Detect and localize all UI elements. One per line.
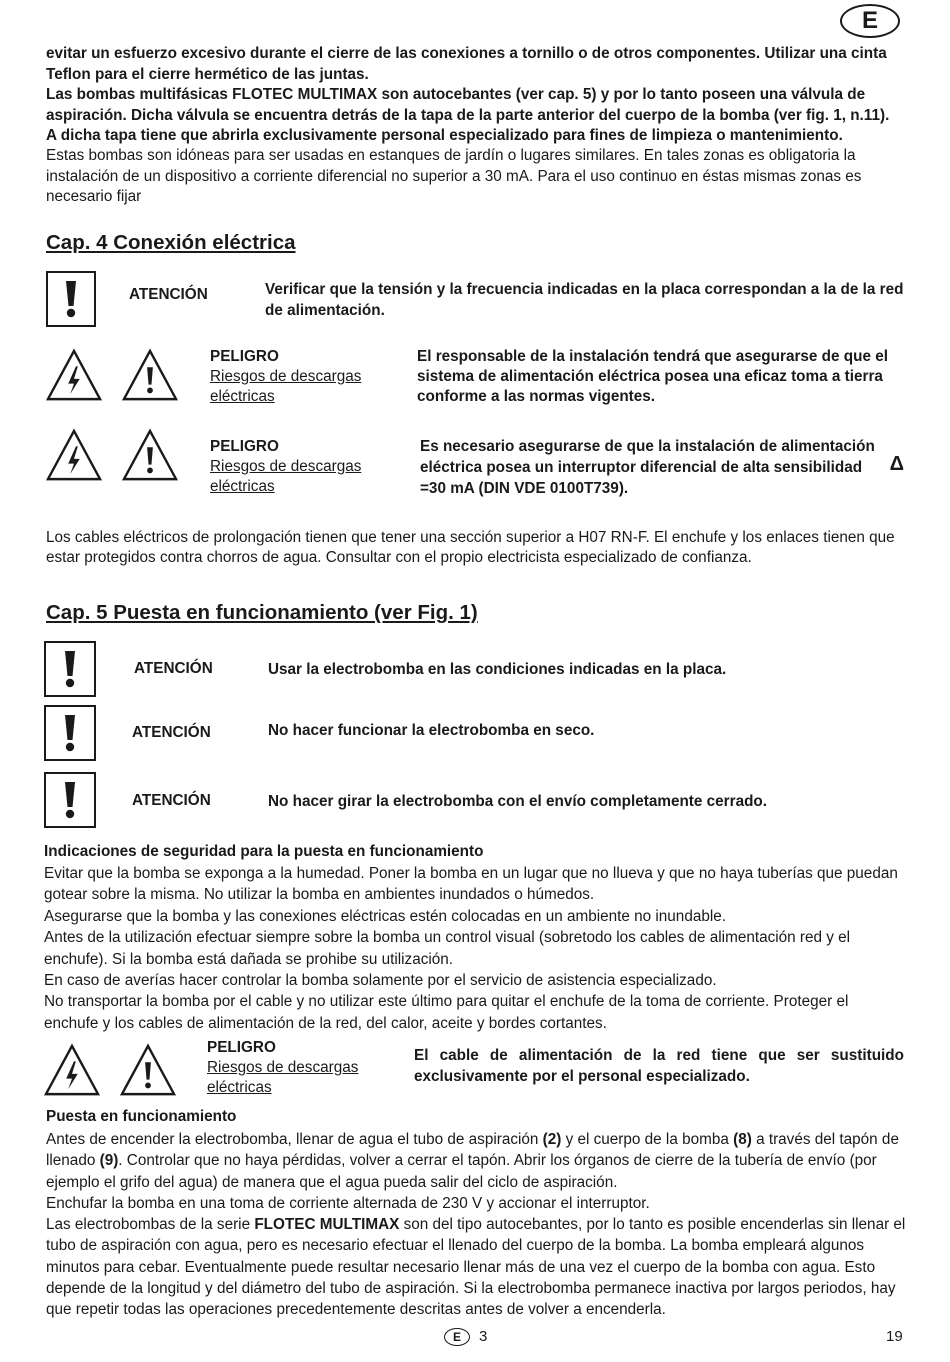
startup-p1-e: a través del tapón de llenado xyxy=(46,1131,899,1170)
startup-p1-c: y el cuerpo de la bomba xyxy=(561,1131,734,1148)
startup-p1-a: Antes de encender la electrobomba, llenar de agua el tubo de aspiración xyxy=(46,1131,543,1148)
startup-p1-ref-2: (2) xyxy=(542,1131,562,1148)
attention-icon xyxy=(44,705,96,761)
danger-3-title: PELIGRO xyxy=(207,1039,276,1056)
danger-1-title: PELIGRO xyxy=(210,348,279,365)
safety-paragraph-3: Antes de la utilización efectuar siempre sobre la bomba un control visual (sobretodo los cables de alimentación red y el enchufe). Si la bomba está dañada se prohibe su utilización. xyxy=(44,929,851,968)
cap5-attention-label-3: ATENCIÓN xyxy=(132,792,211,809)
cap4-title: Cap. 4 Conexión eléctrica xyxy=(46,231,296,254)
attention-icon xyxy=(44,641,96,697)
danger-2-subtitle: Riesgos de descargas eléctricas xyxy=(210,458,362,495)
danger-1-label xyxy=(210,347,380,406)
cap5-attention-message-2: No hacer funcionar la electrobomba en seco. xyxy=(268,722,595,739)
danger-2-line-2-text: eléctrica posea un interruptor diferencial de alta sensibilidad xyxy=(420,459,863,476)
startup-p1-ref-9: (9) xyxy=(99,1152,119,1170)
danger-1-subtitle: Riesgos de descargas eléctricas xyxy=(210,368,362,405)
cables-paragraph: Los cables eléctricos de prolongación tienen que tener una sección superior a H07 RN-F. El enchufe y los enlaces tienen que estar protegidos contra chorros de agua. Consultar con el propio electricista especializado de confianza. xyxy=(46,529,895,566)
danger-3-subtitle: Riesgos de descargas eléctricas xyxy=(207,1059,359,1096)
startup-paragraph-3 xyxy=(46,1214,906,1320)
safety-heading: Indicaciones de seguridad para la puesta en funcionamiento xyxy=(44,843,484,860)
safety-paragraph-5: No transportar la bomba por el cable y no utilizar este último para quitar el enchufe de la toma de corriente. Proteger el enchufe y los cables de alimentación de la red, del calor, aceite y bordes cortantes. xyxy=(44,993,849,1032)
intro-bold-line-1: evitar un esfuerzo excesivo durante el cierre de las conexiones a tornillo o de otros componentes. Utilizar una cinta Teflon para el cierre hermético de las juntas. xyxy=(46,45,887,83)
intro-bold-text xyxy=(46,44,904,147)
attention-icon xyxy=(44,772,96,828)
language-badge: E xyxy=(840,4,900,38)
cap5-attention-label-2: ATENCIÓN xyxy=(132,724,211,741)
startup-p3-a: Las electrobombas de la serie xyxy=(46,1216,255,1234)
danger-2-message xyxy=(420,436,906,499)
startup-p3-c: son del tipo autocebantes, por lo tanto es posible encenderlas sin llenar el tubo de aspiración con agua, pero es necesario efectuar el llenado del cuerpo de la bomba. La bomba empleará algunos minutos para cebar. Eventualmente puede resultar necesario llenar más de una vez el cuerpo de la bomba con agua. Esto depende de la longitud y del diámetro del tubo de aspiración. Si la electrobomba permanece inactiva por largos periodos, hay que repetir todas las operaciones precedentemente descritas antes de volver a encenderla. xyxy=(46,1216,906,1319)
danger-2-line-2 xyxy=(420,453,906,478)
electric-hazard-icon xyxy=(44,348,104,402)
intro-bold-line-3: A dicha tapa tiene que abrirla exclusivamente personal especializado para fines de limpieza o mantenimiento. xyxy=(46,127,843,144)
cap5-attention-label-1: ATENCIÓN xyxy=(134,660,213,677)
page-number: 19 xyxy=(886,1328,903,1345)
warning-triangle-icon xyxy=(120,428,180,482)
safety-paragraph-2: Asegurarse que la bomba y las conexiones eléctricas estén colocadas en un ambiente no inundable. xyxy=(44,907,726,925)
startup-paragraph-2: Enchufar la bomba en una toma de corriente alternada de 230 V y accionar el interruptor. xyxy=(46,1194,650,1212)
startup-p1-g: . Controlar que no haya pérdidas, volver a cerrar el tapón. Abrir los órganos de cierre de la tubería de envío (por ejemplo el grifo del agua) de manera que el agua pueda salir del ciclo de aspiración. xyxy=(46,1152,877,1191)
cap4-attention-message: Verificar que la tensión y la frecuencia indicadas en la placa correspondan a la de la red de alimentación. xyxy=(265,281,904,319)
startup-p3-brand: FLOTEC MULTIMAX xyxy=(254,1216,400,1234)
warning-triangle-icon xyxy=(120,348,180,402)
danger-3-message: El cable de alimentación de la red tiene que ser sustituido exclusivamente por el personal especializado. xyxy=(414,1047,904,1085)
startup-text xyxy=(46,1129,906,1321)
attention-icon xyxy=(46,271,96,327)
safety-paragraphs xyxy=(0,863,898,1034)
danger-2-label xyxy=(210,437,380,496)
electric-hazard-icon xyxy=(44,428,104,482)
cap5-attention-message-3: No hacer girar la electrobomba con el envío completamente cerrado. xyxy=(268,793,768,810)
delta-symbol: Δ xyxy=(889,453,904,475)
safety-paragraph-1: Evitar que la bomba se exponga a la humedad. Poner la bomba en un lugar que no llueva y que no haya tuberías que puedan gotear sobre la misma. No utilizar la bomba en ambientes inundados o húmedos. xyxy=(44,865,898,904)
danger-2-line-3: =30 mA (DIN VDE 0100T739). xyxy=(420,480,629,497)
startup-p1-ref-8: (8) xyxy=(733,1131,752,1148)
danger-2-line-1: Es necesario asegurarse de que la instalación de alimentación xyxy=(420,438,875,455)
danger-2-title: PELIGRO xyxy=(210,438,279,455)
safety-paragraph-4: En caso de averías hacer controlar la bomba solamente por el servicio de asistencia especializado. xyxy=(44,972,717,990)
cap4-attention-label: ATENCIÓN xyxy=(129,286,208,303)
footer-section-page: 3 xyxy=(479,1328,488,1345)
footer-language-badge: E xyxy=(444,1328,470,1346)
danger-1-message: El responsable de la instalación tendrá que asegurarse de que el sistema de alimentación eléctrica posea una eficaz toma a tierra conforme a las normas vigentes. xyxy=(417,348,888,405)
warning-triangle-icon xyxy=(118,1043,178,1097)
intro-bold-line-2: Las bombas multifásicas FLOTEC MULTIMAX son autocebantes (ver cap. 5) y por lo tanto poseen una válvula de aspiración. Dicha válvula se encuentra detrás de la tapa de la parte anterior del cuerpo de la bomba (ver fig. 1, n.11). xyxy=(46,86,890,124)
startup-heading: Puesta en funcionamiento xyxy=(46,1108,237,1125)
startup-paragraph-1 xyxy=(46,1129,906,1193)
cap5-attention-message-1: Usar la electrobomba en las condiciones indicadas en la placa. xyxy=(268,661,727,678)
intro-normal-text: Estas bombas son idóneas para ser usadas en estanques de jardín o lugares similares. En tales zonas es obligatoria la instalación de un dispositivo a corriente diferencial no superior a 30 mA. Para el uso continuo en éstas mismas zonas es necesario fijar xyxy=(46,147,862,205)
cap5-title: Cap. 5 Puesta en funcionamiento (ver Fig. 1) xyxy=(46,601,478,624)
electric-hazard-icon xyxy=(42,1043,102,1097)
danger-3-label xyxy=(207,1038,377,1097)
